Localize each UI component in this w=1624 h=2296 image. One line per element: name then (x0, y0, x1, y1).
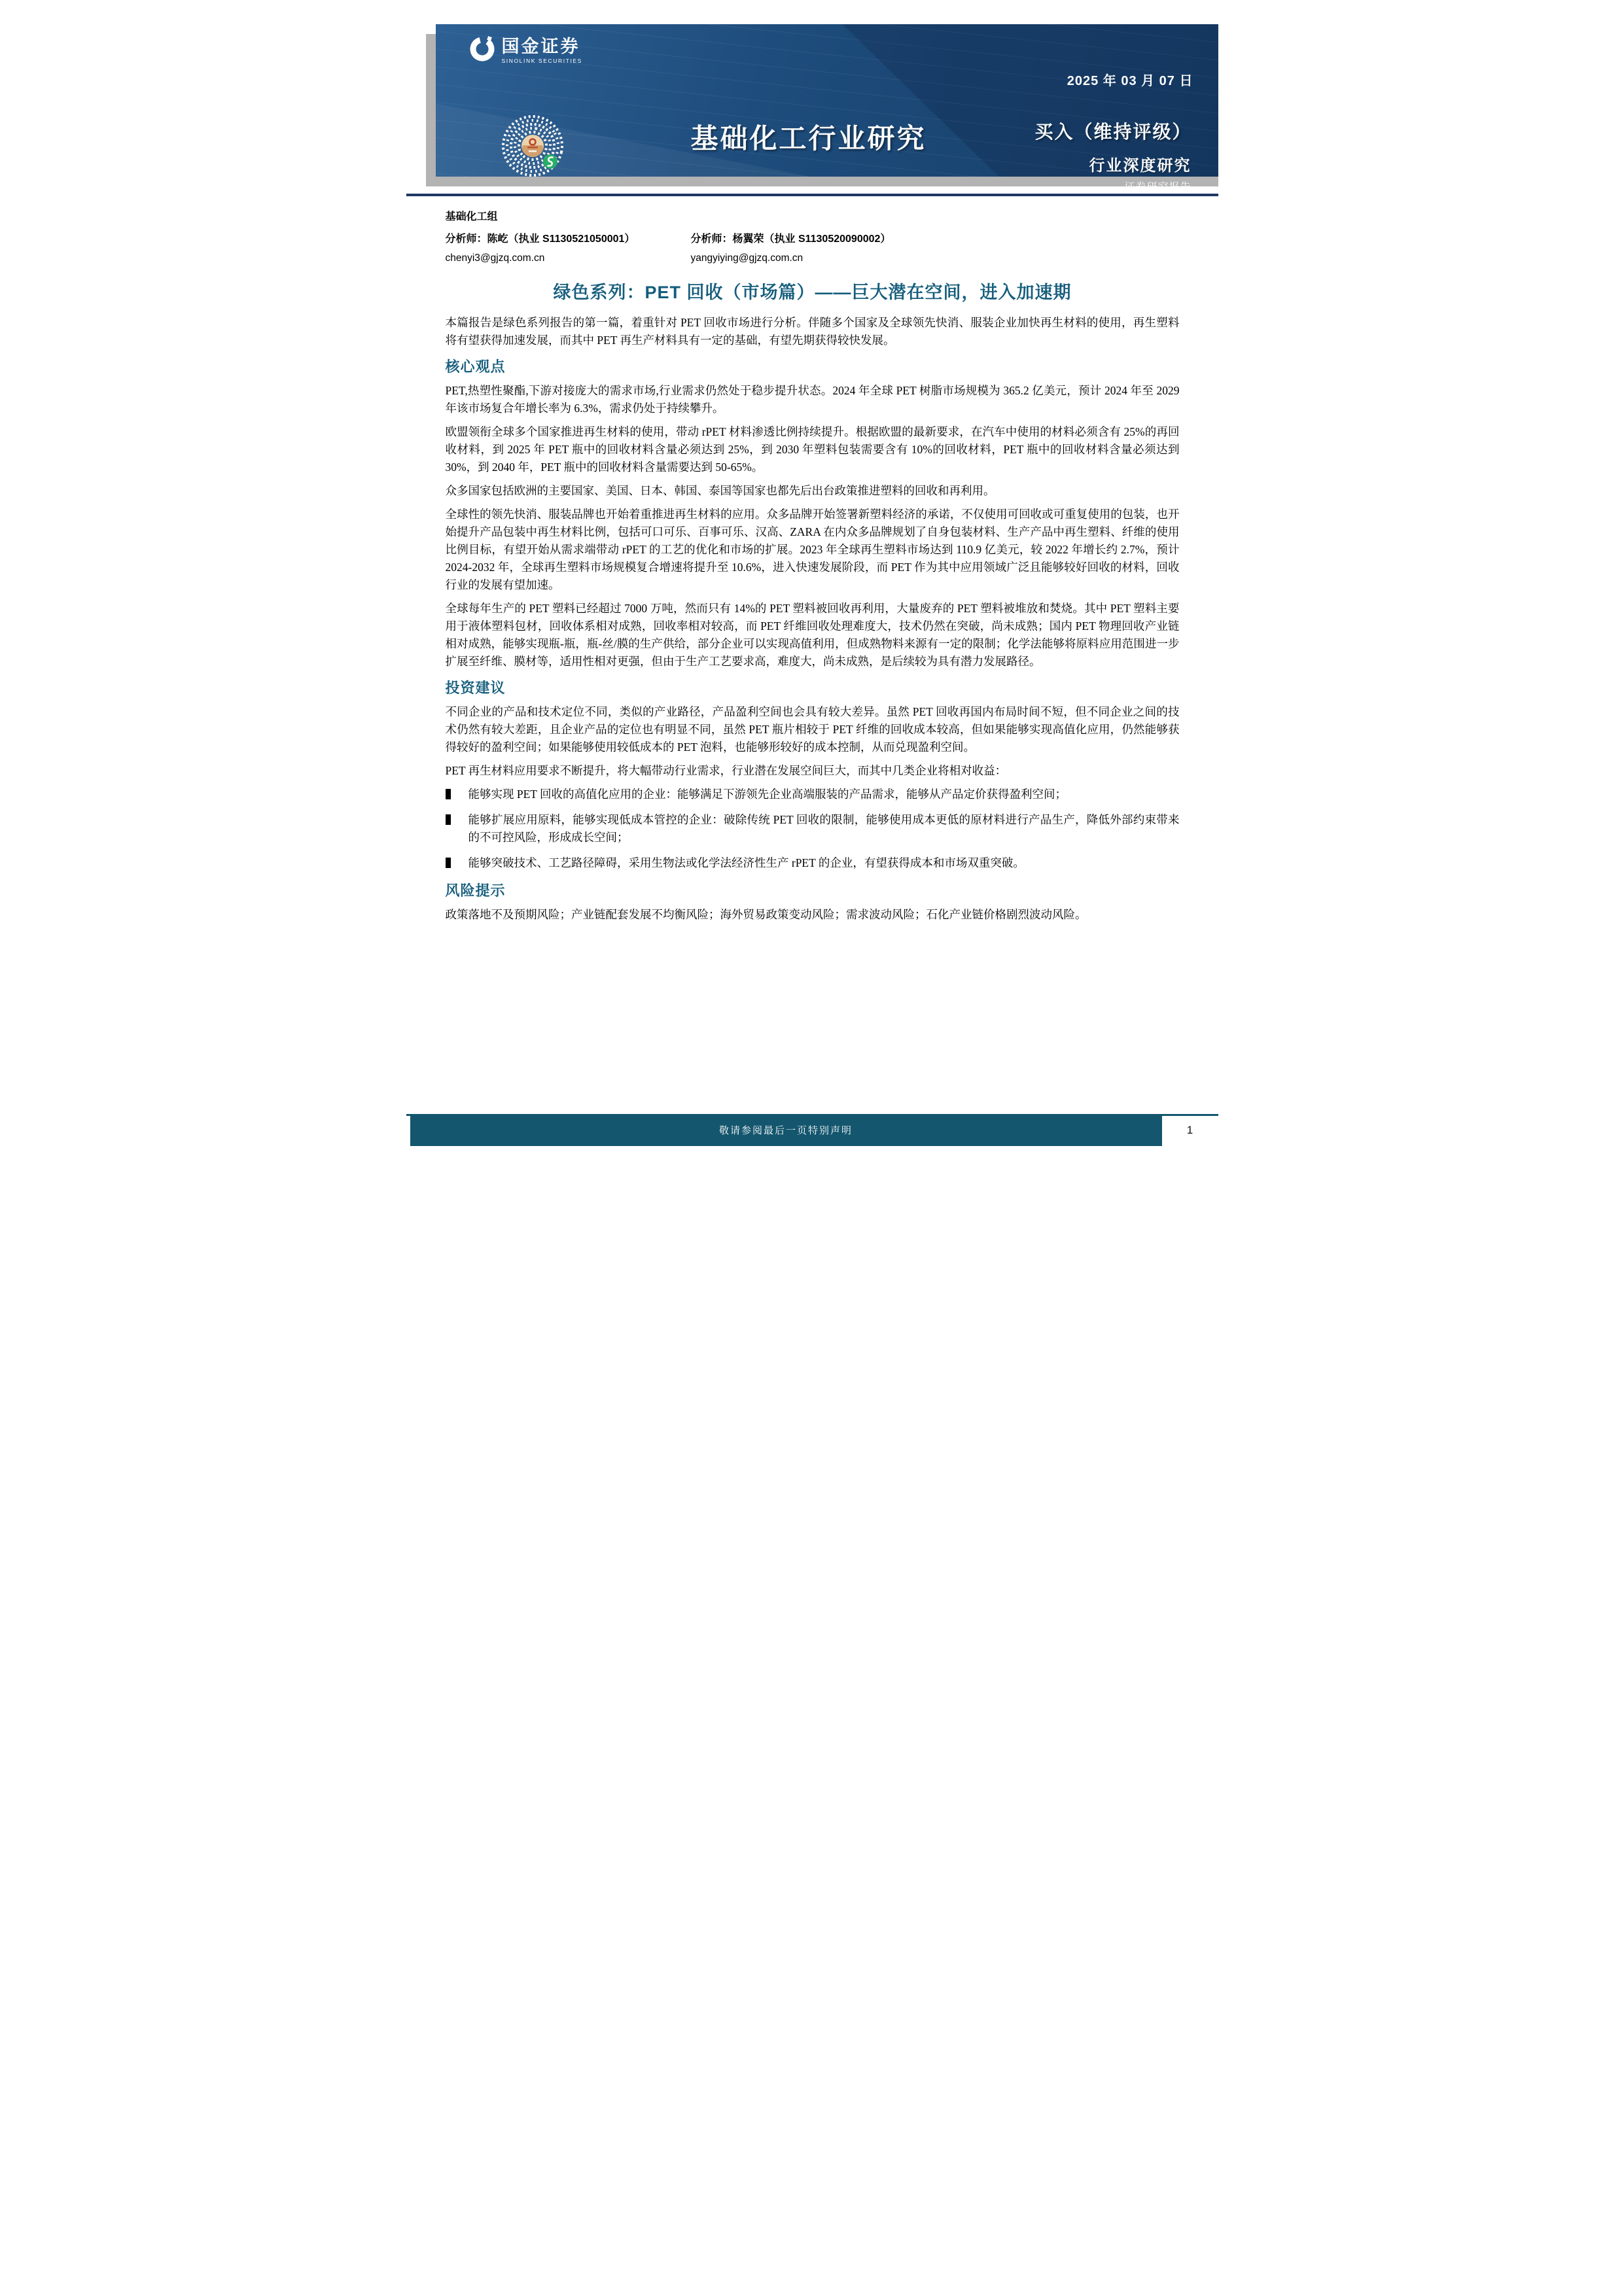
list-item (446, 854, 1180, 872)
report-date: 2025 年 03 月 07 日 (1067, 74, 1193, 88)
core-paragraph: 全球每年生产的 PET 塑料已经超过 7000 万吨，然而只有 14%的 PET 塑料被回收再利用，大量废弃的 PET 塑料被堆放和焚烧。其中 PET 塑料主要用于液体塑料包材，回收体系相对成熟，回收率相对较高，而 PET 纤维回收处理难度大，技术仍然在突破，尚未成熟；国内 PET 物理回收产业链相对成熟，能够实现瓶-瓶，瓶-丝/膜的生产供给，部分企业可以实现高值利用，但成熟物料来源有一定的限制；化学法能够将原料应用范围进一步扩展至纤维、膜材等，适用性相对更强，但由于生产工艺要求高，难度大，尚未成熟，是后续较为具有潜力发展路径。 (445, 602, 1180, 668)
analyst-1-line: 分析师：陈屹（执业 S1130521050001） (445, 234, 635, 245)
list-item (446, 811, 1180, 846)
bullet-text: 能够扩展应用原料，能够实现低成本管控的企业：破除传统 PET 回收的限制，能够使用成本更低的原材料进行产品生产，降低外部约束带来的不可控风险，形成成长空间； (468, 813, 1180, 844)
page-title: 绿色系列：PET 回收（市场篇）——巨大潜在空间，进入加速期 (553, 283, 1072, 302)
risk-paragraph: 政策落地不及预期风险；产业链配套发展不均衡风险；海外贸易政策变动风险；需求波动风险；石化产业链价格剧烈波动风险。 (445, 908, 1087, 921)
logo-text-en: SINOLINK SECURITIES (501, 57, 582, 64)
report-page (406, 0, 1218, 1148)
core-paragraph: PET,热塑性聚酯,下游对接庞大的需求市场,行业需求仍然处于稳步提升状态。2024 年全球 PET 树脂市场规模为 365.2 亿美元，预计 2024 年至 2029 年该市场复合年增长率为 6.3%，需求仍处于持续攀升。 (445, 384, 1180, 415)
analyst-2-line: 分析师：杨翼荣（执业 S1130520090002） (690, 234, 891, 245)
section-heading-invest: 投资建议 (445, 680, 506, 696)
header-divider-rule (406, 194, 1218, 196)
list-item (446, 786, 1180, 803)
header-banner (436, 24, 1218, 193)
analyst-block (446, 208, 1180, 264)
report-type-label: 行业深度研究 (1089, 157, 1192, 175)
bullet-square-icon (446, 789, 451, 799)
invest-paragraph: 不同企业的产品和技术定位不同，类似的产业路径，产品盈利空间也会具有较大差异。虽然 PET 回收再国内布局时间不短，但不同企业之间的技术仍然有较大差距，且企业产品的定位也有明显不同，虽然 PET 瓶片相较于 PET 纤维的回收成本较高，但如果能够实现高值化应用，仍然能够获得较好的盈利空间；如果能够使用较低成本的 PET 泡料，也能够形较好的成本控制，从而兑现盈利空间。 (445, 705, 1180, 754)
logo-text-cn: 国金证券 (501, 36, 580, 56)
intro-paragraph: 本篇报告是绿色系列报告的第一篇，着重针对 PET 回收市场进行分析。伴随多个国家及全球领先快消、服装企业加快再生材料的使用，再生塑料将有望获得加速发展，而其中 PET 再生产材料具有一定的基础，有望先期获得较快发展。 (445, 316, 1180, 347)
bullet-text: 能够突破技术、工艺路径障碍，采用生物法或化学法经济性生产 rPET 的企业，有望获得成本和市场双重突破。 (468, 856, 1025, 869)
analyst-1-email[interactable]: chenyi3@gjzq.com.cn (445, 252, 545, 264)
core-paragraph: 全球性的领先快消、服装品牌也开始着重推进再生材料的应用。众多品牌开始签署新塑料经济的承诺，不仅使用可回收或可重复使用的包装，也开始提升产品包装中再生材料比例，包括可口可乐、百事可乐、汉高、ZARA 在内众多品牌规划了自身包装材料、生产产品中再生塑料、纤维的使用比例目标，有望开始从需求端带动 rPET 的工艺的优化和市场的扩展。2023 年全球再生塑料市场达到 110.9 亿美元，较 2022 年增长约 2.7%，预计 2024-2032 年，全球再生塑料市场规模复合增速将提升至 10.6%，进入快速发展阶段，而 PET 作为其中应用领域广泛且能够较好回收的材料，回收行业的发展有望加速。 (445, 508, 1180, 591)
sinolink-logo-icon (468, 35, 496, 65)
report-series-title: 基础化工行业研究 (690, 123, 927, 154)
analyst-group-name: 基础化工组 (445, 211, 498, 222)
report-body (446, 278, 1180, 930)
bullet-square-icon (446, 858, 451, 868)
core-paragraph: 众多国家包括欧洲的主要国家、美国、日本、韩国、泰国等国家也都先后出台政策推进塑料的回收和再利用。 (445, 484, 995, 497)
invest-paragraph: PET 再生材料应用要求不断提升，将大幅带动行业需求，行业潜在发展空间巨大，而其中几类企业将相对收益： (445, 764, 1007, 777)
section-heading-core: 核心观点 (445, 358, 506, 375)
rating-badge: 买入（维持评级） (1034, 122, 1192, 142)
page-number: 1 (1186, 1123, 1193, 1136)
analyst-2-email[interactable]: yangyiying@gjzq.com.cn (690, 252, 803, 264)
report-tag-label: 证券研究报告 (1124, 182, 1192, 193)
section-heading-risk: 风险提示 (445, 882, 506, 899)
bullet-text: 能够实现 PET 回收的高值化应用的企业：能够满足下游领先企业高端服装的产品需求，能够从产品定价获得盈利空间； (468, 788, 1067, 801)
bullet-square-icon (446, 814, 451, 825)
footer-bar (410, 1114, 1162, 1146)
core-paragraph: 欧盟领衔全球多个国家推进再生材料的使用，带动 rPET 材料渗透比例持续提升。根据欧盟的最新要求，在汽车中使用的材料必须含有 25%的再回收材料，到 2025 年 PET 瓶中的回收材料含量必须达到 25%，到 2030 年塑料包装需要含有 10%的回收材料，PET 瓶中的回收材料含量必须达到 30%，到 2040 年，PET 瓶中的回收材料含量需要达到 50-65%。 (445, 425, 1180, 474)
footer-notice: 敬请参阅最后一页特别声明 (718, 1126, 853, 1136)
company-logo (468, 35, 582, 65)
